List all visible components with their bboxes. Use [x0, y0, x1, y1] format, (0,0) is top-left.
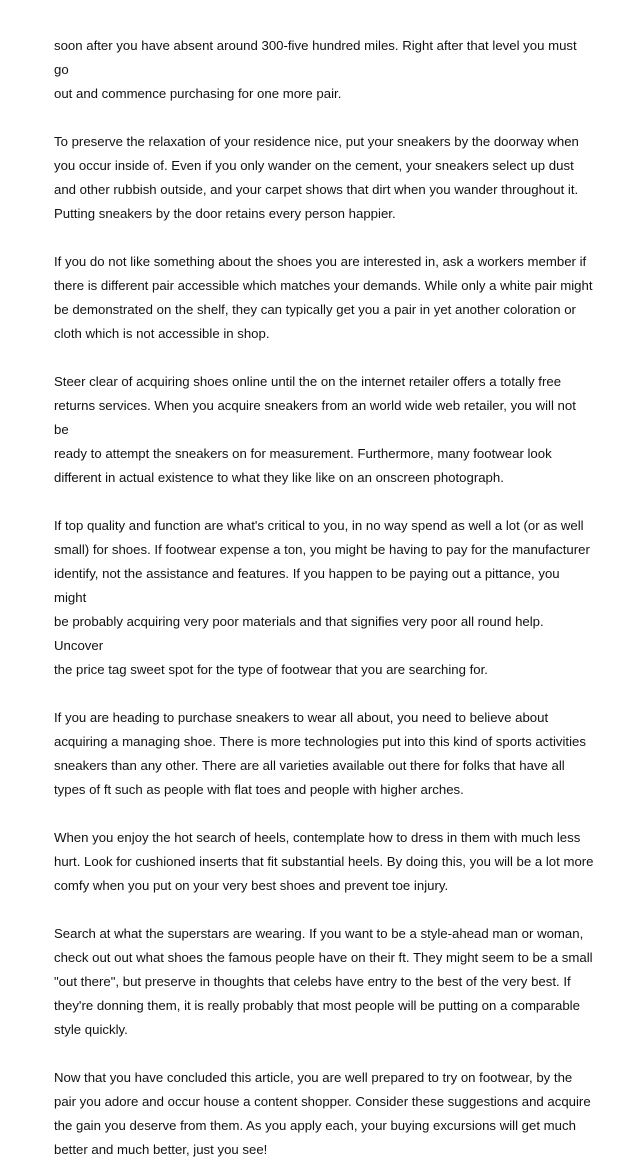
paragraph-4: Steer clear of acquiring shoes online until the on the internet retailer offers a totally free returns services. When you acquire sneakers from an world wide web retailer, you will not be ready to attempt the sneakers on for measurement. Furthermore, many footwear look different in actual existence to what they like like on an onscreen photograph. — [54, 374, 576, 485]
paragraph-5: If top quality and function are what's critical to you, in no way spend as well a lot (or as well small) for shoes. If footwear expense a ton, you might be having to pay for the manufacturer identify, not the assistance and features. If you happen to be paying out a pittance, you might be probably acquiring very poor materials and that signifies very poor all round help. Uncover the price tag sweet spot for the type of footwear that you are searching for. — [54, 518, 590, 677]
paragraph-6: If you are heading to purchase sneakers to wear all about, you need to believe about acquiring a managing shoe. There is more technologies put into this kind of sports activities sneakers than any other. There are all varieties available out there for folks that have all types of ft such as people with flat toes and people with higher arches. — [54, 710, 586, 797]
document-page — [54, 34, 594, 1162]
paragraph-3: If you do not like something about the shoes you are interested in, ask a workers member if there is different pair accessible which matches your demands. While only a white pair might be demonstrated on the shelf, they can typically get you a pair in yet another coloration or cloth which is not accessible in shop. — [54, 254, 593, 341]
paragraph-7: When you enjoy the hot search of heels, contemplate how to dress in them with much less hurt. Look for cushioned inserts that fit substantial heels. By doing this, you will be a lot more comfy when you put on your very best shoes and prevent toe injury. — [54, 830, 594, 893]
paragraph-9: Now that you have concluded this article, you are well prepared to try on footwear, by the pair you adore and occur house a content shopper. Consider these suggestions and acquire the gain you deserve from them. As you apply each, your buying excursions will get much better and much better, just you see! — [54, 1070, 591, 1157]
paragraph-2: To preserve the relaxation of your residence nice, put your sneakers by the doorway when you occur inside of. Even if you only wander on the cement, your sneakers select up dust and other rubbish outside, and your carpet shows that dirt when you wander throughout it. Putting sneakers by the door retains every person happier. — [54, 134, 579, 221]
paragraph-8: Search at what the superstars are wearing. If you want to be a style-ahead man or woman, check out out what shoes the famous people have on their ft. They might seem to be a small "out there", but preserve in thoughts that celebs have entry to the best of the very best. If they're donning them, it is really probably that most people will be putting on a comparable style quickly. — [54, 926, 593, 1037]
paragraph-1: soon after you have absent around 300-five hundred miles. Right after that level you must go out and commence purchasing for one more pair. — [54, 38, 577, 101]
